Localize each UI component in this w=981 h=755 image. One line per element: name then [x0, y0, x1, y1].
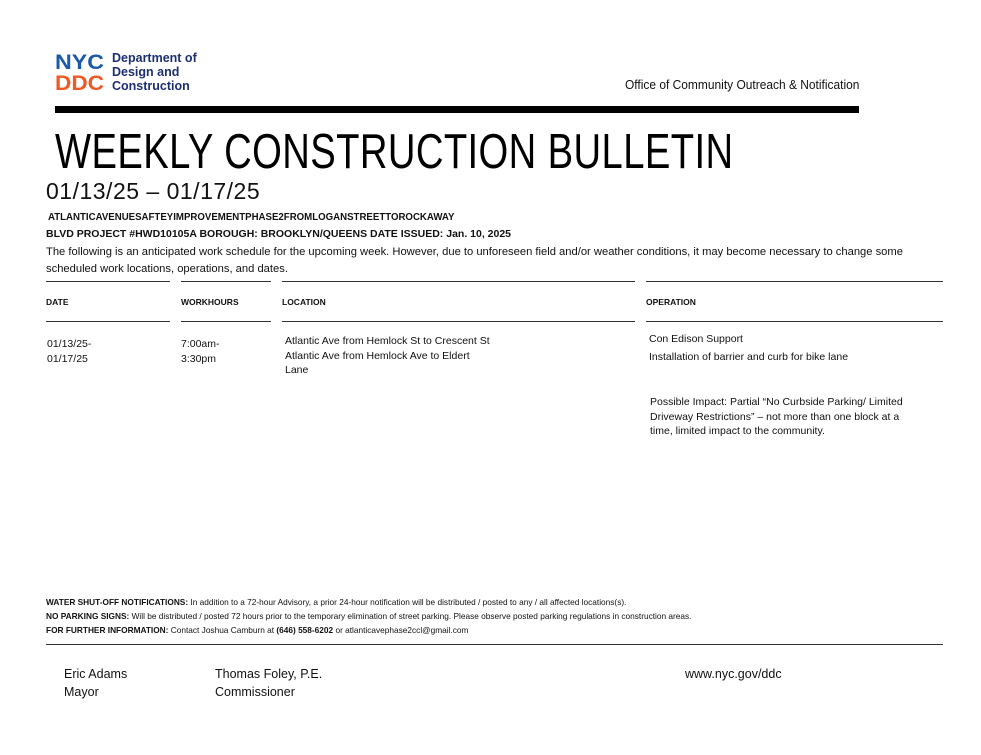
header-rule-date-top	[46, 281, 170, 282]
footer-mayor: Eric Adams Mayor	[64, 667, 128, 699]
row-workhours: 7:00am- 3:30pm	[181, 338, 220, 365]
row-location: Atlantic Ave from Hemlock St to Crescent St Atlantic Ave from Hemlock Ave to Eldert Lane	[285, 335, 490, 376]
header-rule-operation-top	[646, 281, 943, 282]
nyc-ddc-logo	[55, 50, 205, 94]
footer-commissioner: Thomas Foley, P.E. Commissioner	[215, 667, 323, 699]
notice-water-shutoff	[46, 595, 691, 609]
logo-ddc-text: DDC	[55, 72, 104, 92]
agency-name: Department of Design and Construction	[112, 51, 197, 93]
column-header-date: DATE	[46, 297, 69, 307]
nyc-ddc-logo-mark	[55, 50, 105, 92]
notice-no-parking	[46, 609, 691, 623]
row-operation-detail: Installation of barrier and curb for bike lane	[649, 351, 849, 363]
notice-water-text: In addition to a 72-hour Advisory, a prior 24-hour notification will be distributed / posted to any / all affected locations(s).	[190, 597, 627, 607]
header-rule-location-bottom	[282, 321, 635, 322]
page-title: WEEKLY CONSTRUCTION BULLETIN	[55, 125, 734, 179]
header-rule-location-top	[282, 281, 635, 282]
row-operation-title: Con Edison Support	[649, 333, 743, 345]
header-rule-hours-top	[181, 281, 271, 282]
notice-parking-label: NO PARKING SIGNS:	[46, 611, 130, 621]
notice-info-text-post: or atlanticavephase2ccl@gmail.com	[335, 625, 469, 635]
logo-nyc-text: NYC	[55, 51, 104, 74]
notice-info-text-pre: Contact Joshua Camburn at	[170, 625, 275, 635]
project-name-line-2: BLVD PROJECT #HWD10105A BOROUGH: BROOKLYN/QUEENS DATE ISSUED: Jan. 10, 2025	[46, 228, 512, 240]
notice-parking-text: Will be distributed / posted 72 hours prior to the temporary elimination of street parking. Please observe posted parking regulations in construction areas.	[131, 611, 692, 621]
header-rule-date-bottom	[46, 321, 170, 322]
header-divider	[55, 106, 859, 113]
footer-website: www.nyc.gov/ddc	[685, 667, 782, 681]
week-range: 01/13/25 – 01/17/25	[46, 178, 261, 204]
column-header-workhours: WORKHOURS	[181, 297, 239, 307]
footer-divider	[46, 644, 943, 645]
notice-further-info	[46, 623, 691, 637]
row-date: 01/13/25- 01/17/25	[47, 338, 92, 365]
office-name: Office of Community Outreach & Notification	[625, 77, 860, 92]
header-rule-hours-bottom	[181, 321, 271, 322]
row-possible-impact: Possible Impact: Partial “No Curbside Parking/ Limited Driveway Restrictions” – not more than one block at a time, limited impact to the community.	[650, 396, 903, 437]
notice-water-label: WATER SHUT-OFF NOTIFICATIONS:	[46, 597, 189, 607]
intro-paragraph: The following is an anticipated work schedule for the upcoming week. However, due to unforeseen field and/or weather conditions, it may become necessary to change some scheduled work locations, operations, and dates.	[46, 246, 903, 275]
header-rule-operation-bottom	[646, 321, 943, 322]
notices-block	[46, 595, 691, 637]
column-header-location: LOCATION	[282, 297, 326, 307]
notice-info-phone: (646) 558-6202	[276, 625, 334, 635]
column-header-operation: OPERATION	[646, 297, 696, 307]
notice-info-label: FOR FURTHER INFORMATION:	[46, 625, 169, 635]
project-name-line-1: ATLANTICAVENUESAFTEYIMPROVEMENTPHASE2FROMLOGANSTREETTOROCKAWAY	[48, 211, 455, 223]
